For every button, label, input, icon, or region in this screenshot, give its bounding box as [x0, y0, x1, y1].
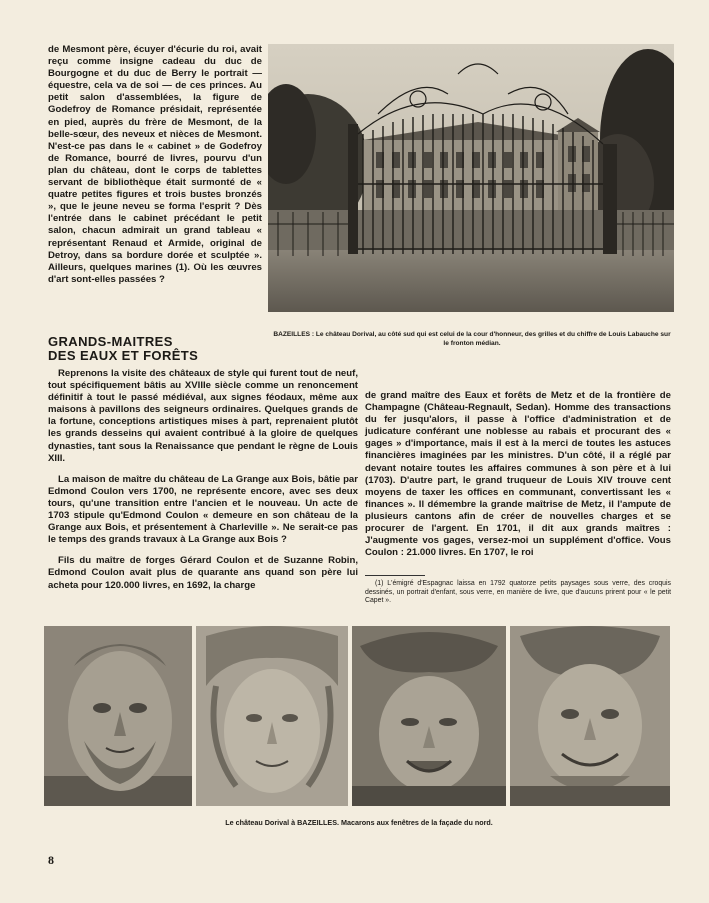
right-text-column: [365, 390, 671, 568]
mascaron-photo-3: [352, 626, 506, 806]
heading-line-2: DES EAUX ET FORÊTS: [48, 348, 199, 363]
left-paragraph-3: Fils du maître de forges Gérard Coulon et de Suzanne Robin, Edmond Coulon avait plus de quarante ans quand son père lui acheta pour 120.000 livres, en 1692, la charge: [48, 555, 358, 591]
mascaron-photo-2: [196, 626, 348, 806]
chateau-illustration: [268, 44, 674, 312]
left-text-column: [48, 368, 358, 601]
right-paragraph: de grand maître des Eaux et forêts de Metz et de la frontière de Champagne (Château-Regnault, Sedan). Homme des transactions du fer jusqu'alors, il passe à l'office d'administration et de judicature conférant une noblesse au rabais et procurant des « gages » d'importance, mais il est à la merci de toutes les astuces financières imaginées par les ministres. D'un côté, il a réglé par devant notaire toutes les affaires communes à son père et à lui (1703). D'autre part, le grand truqueur de Louis XIV trouve cent moyens de taxer les offices en communant, convertissant les « finances ». Il démembre la grande maîtrise de Metz, il l'ampute de plusieurs cantons afin de créer de nouvelles charges et se procurer de l'argent. En 1701, il dit aux grands maîtres : J'augmente vos gages, versez-moi un supplément d'office. Vous Coulon : 21.000 livres. En 1707, le roi: [365, 390, 671, 559]
mascaron-photo-1: [44, 626, 192, 806]
mascaron-bearded-face: [44, 626, 192, 806]
top-text-column: [48, 44, 262, 295]
mascarons-caption: Le château Dorival à BAZEILLES. Macarons aux fenêtres de la façade du nord.: [225, 818, 493, 827]
left-paragraph-2: La maison de maître du château de La Grange aux Bois, bâtie par Edmond Coulon vers 1700, ne représente encore, avec ses deux tours, qu'une transition entre l'ancien et le nouveau. Un acte de 1703 stipule qu'Edmond Coulon « demeure en son château de la Grange aux Bois, et présentement à Charleville ». Ne serait-ce pas le temps des grands travaux à La Grange aux Bois ?: [48, 473, 358, 546]
footnote: (1) L'émigré d'Espagnac laissa en 1792 quatorze petits paysages sous verre, des croquis dessinés, un portrait d'enfant, sous verre, en manière de livre, que d'aucuns prirent pour « le petit Capet ».: [365, 580, 671, 605]
mascaron-grimacing-face: [510, 626, 670, 806]
section-heading: [48, 335, 198, 363]
footnote-divider: [365, 575, 425, 576]
chateau-photo: [268, 44, 674, 312]
page-number: 8: [48, 853, 54, 867]
mascaron-photo-4: [510, 626, 670, 806]
heading-line-1: GRANDS-MAITRES: [48, 334, 173, 349]
left-paragraph-1: Reprenons la visite des châteaux de style qui furent tout de neuf, tout spécifiquement bâtis au XVIIIe siècle comme un renoncement définitif à tout le passé médiéval, aux signes féodaux, même aux maisons à pavillons des seigneurs ordinaires. Quelques grands de la fortune, conceptions artistiques mises à part, reprenaient plutôt les grands desseins qui avaient contribué à la gloire de quelques dynasties, tant sous la Renaissance que pendant le règne de Louis XIII.: [48, 368, 358, 464]
top-paragraph: de Mesmont père, écuyer d'écurie du roi, avait reçu comme insigne cadeau du duc de Bourgogne et du duc de Berry le portrait — équestre, cela va de soi — de ces princes. Au petit salon d'assemblées, la figure de Godefroy de Romance présidait, représentée en pied, auprès du frère de Mesmont, de la belle-sœur, des neveux et nièces de Mesmont. N'est-ce pas dans le « cabinet » de Godefroy de Romance, bourré de livres, pourvu d'un plan du château, dont le corps de tablettes servant de bibliothèque était surmonté de « quatre petites figures et trois bustes bronzés », que le jeune neveu se forma l'esprit ? Dès l'entrée dans le cabinet précédant le petit salon, chacun admirait un grand tableau « représentant Renaud et Armide, original de Detroy, dans sa bordure dorée et sculptée ». Ailleurs, quelques marines (1). Où les œuvres d'art sont-elles passées ?: [48, 44, 262, 285]
mascaron-smiling-face: [196, 626, 348, 806]
chateau-photo-caption: BAZEILLES : Le château Dorival, au côté sud qui est celui de la cour d'honneur, des grilles et du chiffre de Louis Labauche sur le fronton médian.: [273, 331, 671, 347]
mascaron-laughing-face: [352, 626, 506, 806]
